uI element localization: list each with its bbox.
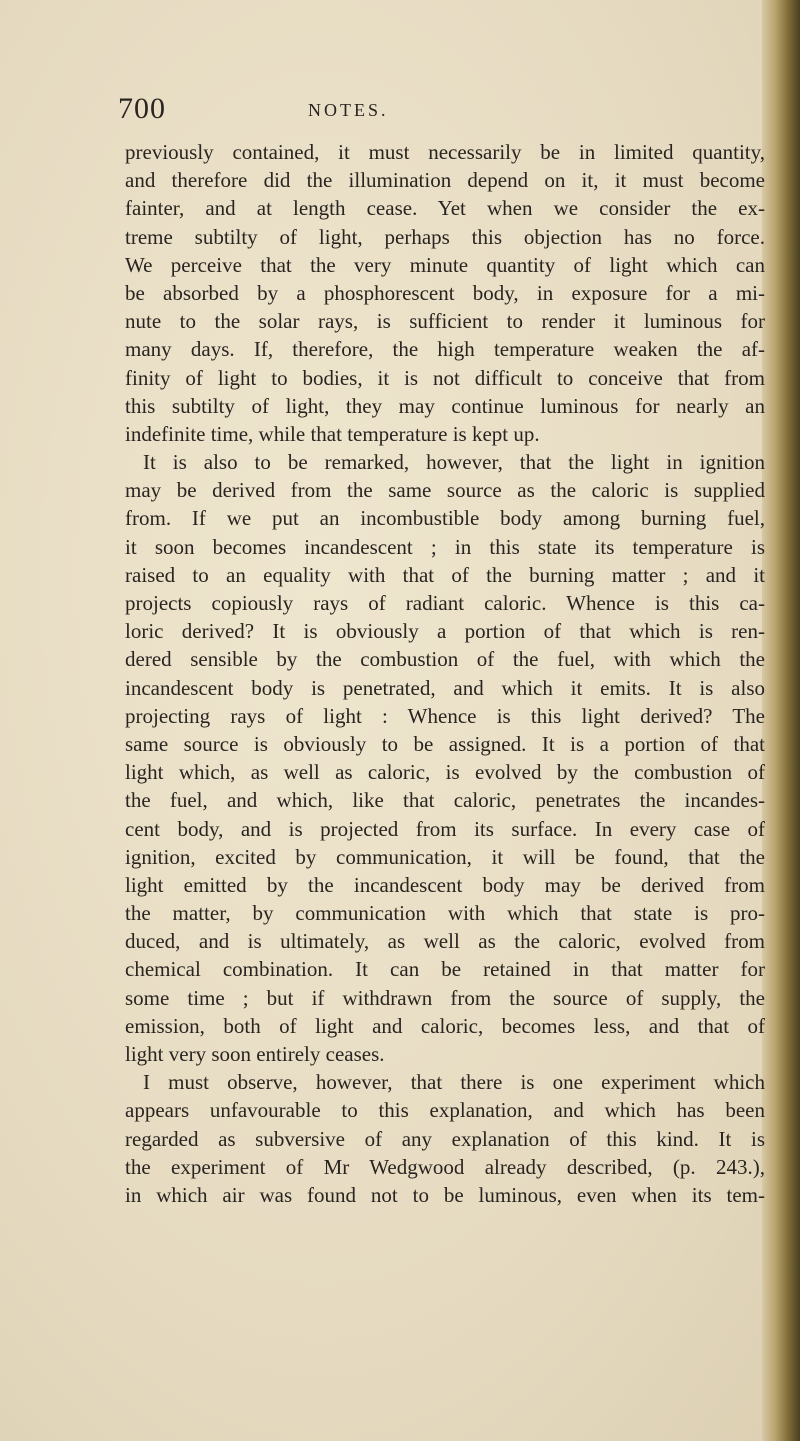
text-line: same source is obviously to be assigned. It is a portion of that	[125, 731, 765, 756]
text-line: many days. If, therefore, the high temperature weaken the af-	[125, 337, 765, 362]
text-line: some time ; but if withdrawn from the source of supply, the	[125, 985, 765, 1010]
text-line: cent body, and is projected from its surface. In every case of	[125, 816, 765, 841]
text-line: We perceive that the very minute quantity of light which can	[125, 252, 765, 277]
text-line: previously contained, it must necessarily be in limited quantity,	[125, 140, 765, 164]
text-line: raised to an equality with that of the burning matter ; and it	[125, 562, 765, 587]
text-line: ignition, excited by communication, it will be found, that the	[125, 844, 765, 869]
text-line: emission, both of light and caloric, becomes less, and that of	[125, 1013, 765, 1038]
text-line: dered sensible by the combustion of the fuel, with which the	[125, 647, 765, 672]
text-line: be absorbed by a phosphorescent body, in exposure for a mi-	[125, 280, 765, 305]
text-line: fainter, and at length cease. Yet when we consider the ex-	[125, 196, 765, 221]
page-edge-binding	[762, 0, 800, 1441]
text-line: duced, and is ultimately, as well as the caloric, evolved from	[125, 929, 765, 954]
text-line: treme subtilty of light, perhaps this objection has no force.	[125, 224, 765, 249]
text-line: nute to the solar rays, is sufficient to render it luminous for	[125, 309, 765, 334]
text-line: projecting rays of light : Whence is this light derived? The	[125, 703, 765, 728]
body-text	[125, 138, 765, 1209]
text-line: from. If we put an incombustible body among burning fuel,	[125, 506, 765, 531]
paragraph-end-line: light very soon entirely ceases.	[125, 1042, 385, 1066]
text-line: this subtilty of light, they may continue luminous for nearly an	[125, 393, 765, 418]
text-line: the fuel, and which, like that caloric, penetrates the incandes-	[125, 788, 765, 813]
running-head: NOTES.	[308, 100, 389, 120]
text-line: light which, as well as caloric, is evolved by the combustion of	[125, 760, 765, 785]
text-line: the matter, by communication with which that state is pro-	[125, 901, 765, 926]
text-line: appears unfavourable to this explanation, and which has been	[125, 1098, 765, 1123]
text-line: regarded as subversive of any explanation of this kind. It is	[125, 1126, 765, 1151]
text-line: the experiment of Mr Wedgwood already described, (p. 243.),	[125, 1154, 765, 1179]
text-line: projects copiously rays of radiant caloric. Whence is this ca-	[125, 591, 765, 615]
text-line: and therefore did the illumination depend on it, it must become	[125, 168, 765, 193]
text-line: light emitted by the incandescent body may be derived from	[125, 872, 765, 897]
text-line: finity of light to bodies, it is not difficult to conceive that from	[125, 365, 765, 390]
paragraph-start-line: I must observe, however, that there is one experiment which	[143, 1070, 765, 1095]
text-line: may be derived from the same source as the caloric is supplied	[125, 478, 765, 503]
paragraph-start-line: It is also to be remarked, however, that the light in ignition	[143, 450, 765, 475]
paragraph-end-line: indefinite time, while that temperature is kept up.	[125, 421, 540, 446]
page-number: 700	[118, 92, 166, 125]
text-line: in which air was found not to be luminous, even when its tem-	[125, 1182, 765, 1207]
page-header	[118, 92, 738, 132]
text-line: incandescent body is penetrated, and which it emits. It is also	[125, 675, 765, 700]
text-line: it soon becomes incandescent ; in this state its temperature is	[125, 534, 765, 559]
text-line: loric derived? It is obviously a portion of that which is ren-	[125, 619, 765, 644]
text-line: chemical combination. It can be retained in that matter for	[125, 957, 765, 982]
